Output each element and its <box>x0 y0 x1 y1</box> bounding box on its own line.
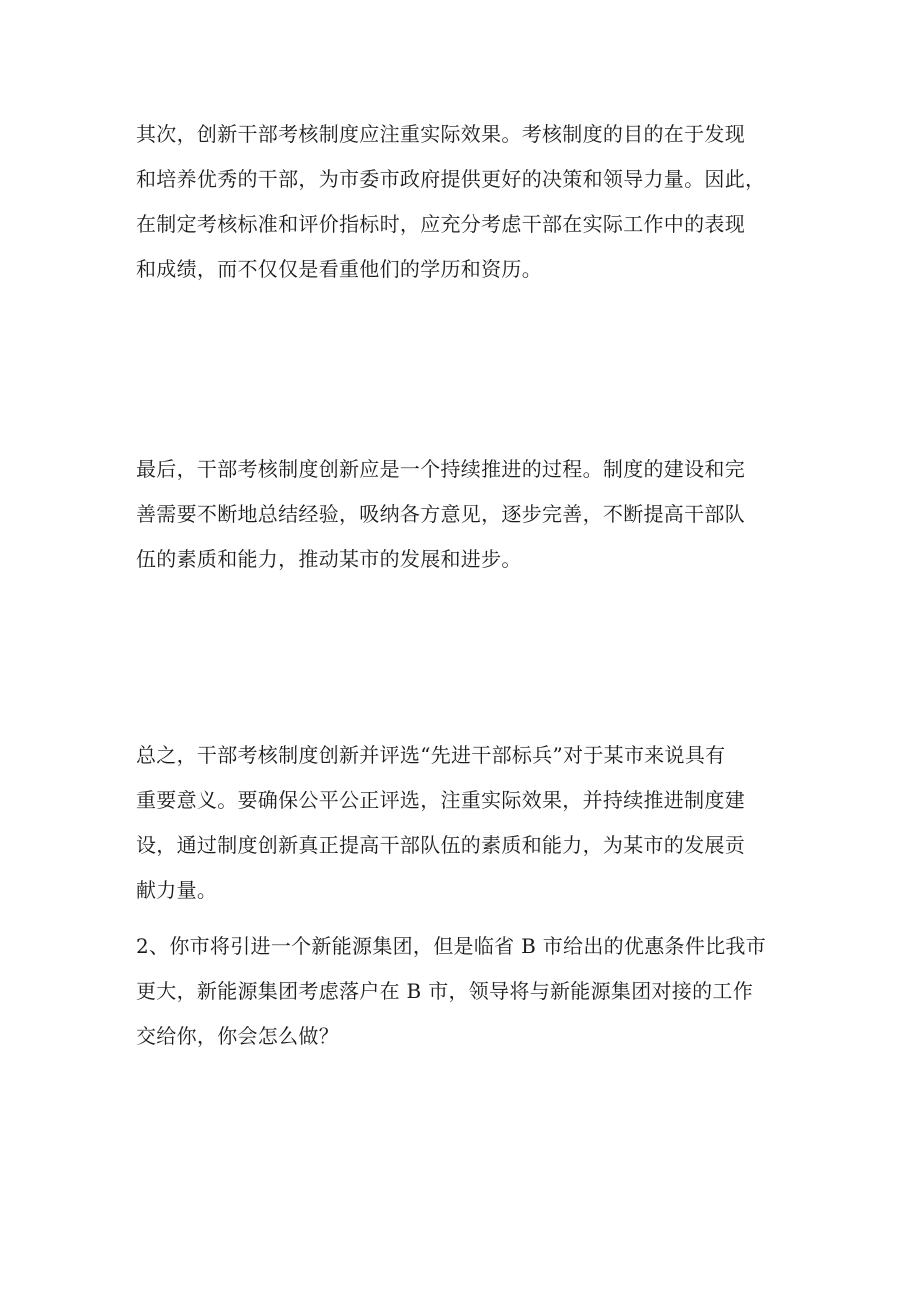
text-line: 交给你，你会怎么做？ <box>136 1024 339 1048</box>
question-2 <box>136 924 796 1059</box>
text-line: 献力量。 <box>136 878 218 902</box>
paragraph-continuous-process <box>136 447 796 582</box>
text-line: 和培养优秀的干部，为市委市政府提供更好的决策和领导力量。因此， <box>136 167 766 191</box>
text-line: 在制定考核标准和评价指标时，应充分考虑干部在实际工作中的表现 <box>136 212 745 236</box>
text-line: 重要意义。要确保公平公正评选，注重实际效果，并持续推进制度建 <box>136 788 745 812</box>
text-line: 善需要不断地总结经验，吸纳各方意见，逐步完善，不断提高干部队 <box>136 502 745 526</box>
text-line: 伍的素质和能力，推动某市的发展和进步。 <box>136 547 522 571</box>
paragraph-assessment-effect <box>136 112 796 292</box>
text-line: 总之，干部考核制度创新并评选“先进干部标兵”对于某市来说具有 <box>136 743 726 767</box>
text-line: 更大，新能源集团考虑落户在 B 市，领导将与新能源集团对接的工作 <box>136 979 754 1003</box>
text-line: 其次，创新干部考核制度应注重实际效果。考核制度的目的在于发现 <box>136 122 745 146</box>
text-line: 最后，干部考核制度创新应是一个持续推进的过程。制度的建设和完 <box>136 457 745 481</box>
text-line: 设，通过制度创新真正提高干部队伍的素质和能力，为某市的发展贡 <box>136 833 745 857</box>
paragraph-conclusion <box>136 733 796 913</box>
text-line: 2、你市将引进一个新能源集团，但是临省 B 市给出的优惠条件比我市 <box>136 934 767 958</box>
text-line: 和成绩，而不仅仅是看重他们的学历和资历。 <box>136 257 542 281</box>
